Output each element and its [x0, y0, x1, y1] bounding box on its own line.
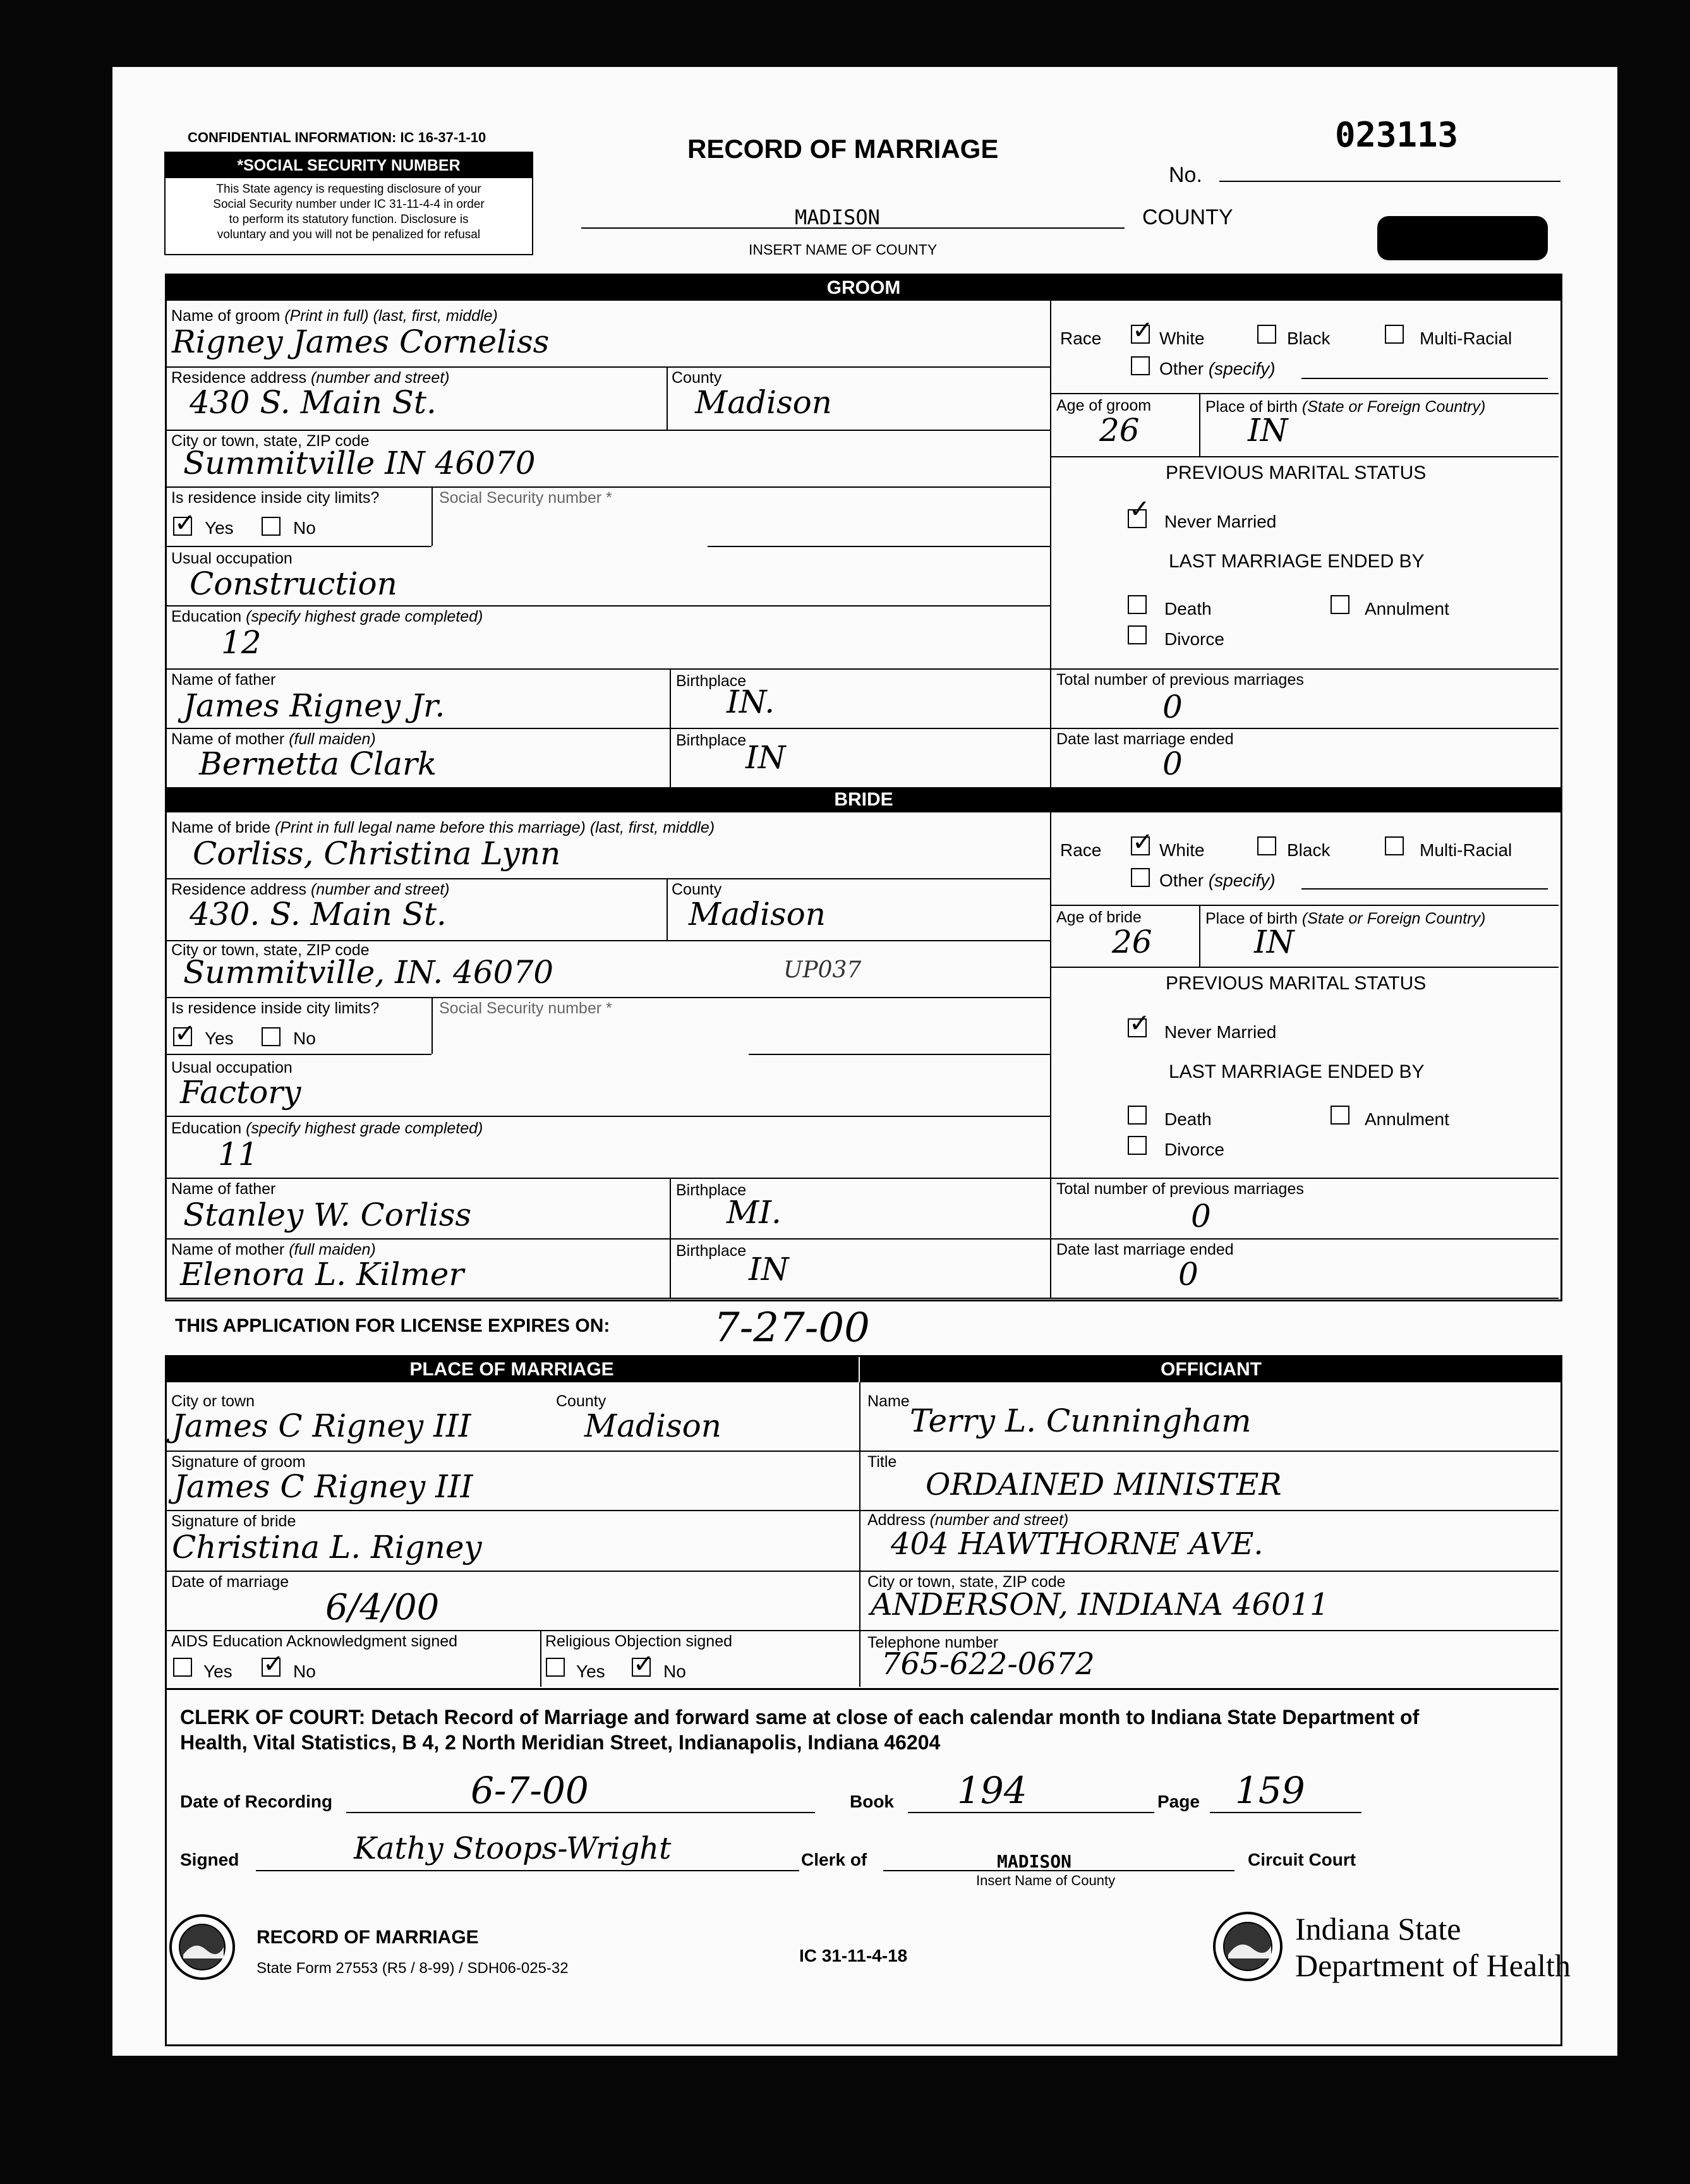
groom-occupation: Construction — [190, 565, 397, 602]
bride-residence-label: Residence address (number and street) — [171, 881, 450, 898]
bride-inside-yes-label: Yes — [205, 1029, 234, 1048]
bride-signature-label: Signature of bride — [171, 1512, 296, 1530]
bride-birth-place-label: Place of birth (State or Foreign Country) — [1205, 910, 1486, 927]
officiant-city: ANDERSON, INDIANA 46011 — [871, 1587, 1329, 1622]
groom-mother-birthplace: IN — [745, 739, 786, 776]
clerk-county: MADISON — [997, 1851, 1072, 1872]
groom-residence-label: Residence address (number and street) — [171, 369, 450, 387]
groom-divorce-checkbox[interactable] — [1128, 625, 1147, 644]
bride-date-last: 0 — [1178, 1256, 1198, 1293]
bride-occupation: Factory — [180, 1074, 301, 1111]
bride-mother-birthplace-label: Birthplace — [676, 1242, 747, 1260]
groom-race-black-checkbox[interactable] — [1257, 325, 1276, 344]
bride-race-other-checkbox[interactable] — [1131, 868, 1150, 887]
groom-county-label: County — [672, 369, 722, 387]
officiant-phone-label: Telephone number — [867, 1634, 999, 1651]
bride-name: Corliss, Christina Lynn — [193, 835, 561, 872]
groom-address: 430 S. Main St. — [190, 384, 437, 421]
groom-birth-place-label: Place of birth (State or Foreign Country) — [1205, 398, 1486, 416]
bride-total-prev: 0 — [1191, 1198, 1211, 1234]
groom-mother: Bernetta Clark — [199, 745, 437, 782]
groom-signature-label: Signature of groom — [171, 1453, 306, 1471]
groom-birth-place: IN — [1248, 412, 1288, 449]
aids-ack-label: AIDS Education Acknowledgment signed — [171, 1632, 458, 1650]
officiant-name: Terry L. Cunningham — [910, 1403, 1252, 1439]
bride-total-prev-label: Total number of previous marriages — [1056, 1180, 1304, 1198]
bride-name-label: Name of bride (Print in full legal name before this marriage) (last, first, middle) — [171, 819, 715, 836]
bride-ssn-label: Social Security number * — [439, 999, 612, 1017]
bride-annulment-label: Annulment — [1365, 1109, 1449, 1129]
bride-signature: Christina L. Rigney — [172, 1529, 482, 1566]
footer-code: IC 31-11-4-18 — [799, 1946, 908, 1965]
groom-name: Rigney James Corneliss — [172, 323, 550, 360]
signed-label: Signed — [180, 1850, 239, 1869]
groom-county: Madison — [695, 384, 832, 421]
bride-annulment-checkbox[interactable] — [1331, 1106, 1349, 1125]
groom-death-checkbox[interactable] — [1128, 595, 1147, 614]
groom-never-married-label: Never Married — [1164, 512, 1277, 531]
bride-death-label: Death — [1164, 1109, 1212, 1129]
bride-education-label: Education (specify highest grade completed) — [171, 1119, 483, 1137]
number-label: No. — [1169, 163, 1202, 187]
groom-education-label: Education (specify highest grade completed) — [171, 608, 483, 625]
groom-city-label: City or town, state, ZIP code — [171, 432, 370, 450]
bride-never-married-label: Never Married — [1164, 1022, 1277, 1042]
check-mark-icon: ✓ — [1132, 316, 1154, 345]
marriage-date: 6/4/00 — [325, 1587, 440, 1628]
check-mark-icon: ✓ — [174, 1019, 196, 1048]
groom-inside-limits-label: Is residence inside city limits? — [171, 489, 380, 507]
religious-yes-checkbox[interactable] — [546, 1658, 565, 1677]
groom-city: Summitville IN 46070 — [183, 445, 536, 481]
check-mark-icon: ✓ — [263, 1650, 284, 1679]
number-line — [1219, 181, 1560, 182]
footer-title: RECORD OF MARRIAGE — [257, 1927, 479, 1948]
ssn-notice-box — [164, 152, 533, 255]
bride-death-checkbox[interactable] — [1128, 1106, 1147, 1125]
check-mark-icon: ✓ — [1132, 828, 1154, 857]
clerk-instruction: CLERK OF COURT: Detach Record of Marriage and forward same at close of each calendar month to Indiana State Department of — [180, 1706, 1420, 1728]
ssn-notice-line: This State agency is requesting disclosure of your — [216, 183, 481, 196]
groom-race-white-label: White — [1159, 329, 1205, 348]
bride-birth-place: IN — [1254, 924, 1295, 960]
bride-city: Summitville, IN. 46070 — [183, 954, 554, 991]
officiant-title-label: Title — [867, 1453, 897, 1471]
groom-inside-yes-label: Yes — [205, 518, 234, 538]
bride-divorce-label: Divorce — [1164, 1140, 1224, 1159]
agency-name-line-1: Indiana State — [1295, 1911, 1461, 1946]
bride-city-label: City or town, state, ZIP code — [171, 941, 370, 959]
bride-father-birthplace-label: Birthplace — [676, 1181, 747, 1199]
clerk-county-hint: Insert Name of County — [976, 1873, 1116, 1888]
religious-objection-label: Religious Objection signed — [545, 1632, 733, 1650]
groom-mother-birthplace-label: Birthplace — [676, 732, 747, 749]
groom-annulment-checkbox[interactable] — [1331, 595, 1349, 614]
bride-education: 11 — [218, 1136, 258, 1173]
aids-yes-checkbox[interactable] — [173, 1658, 192, 1677]
footer-form-number: State Form 27553 (R5 / 8-99) / SDH06-025-32 — [257, 1960, 569, 1977]
form-title: RECORD OF MARRIAGE — [687, 134, 999, 164]
bride-race-white-label: White — [1159, 840, 1205, 860]
check-mark-icon: ✓ — [1129, 495, 1150, 524]
officiant-address-label: Address (number and street) — [867, 1511, 1069, 1529]
bride-inside-no-label: No — [293, 1029, 316, 1048]
county-line — [581, 227, 1125, 229]
page-number: 159 — [1235, 1769, 1305, 1812]
religious-no-label: No — [663, 1662, 686, 1681]
groom-total-prev-label: Total number of previous marriages — [1056, 671, 1304, 689]
groom-signature: James C Rigney III — [174, 1468, 473, 1505]
bride-column-divider — [1050, 812, 1051, 1299]
bride-last-ended-heading: LAST MARRIAGE ENDED BY — [1169, 1061, 1425, 1082]
groom-annulment-label: Annulment — [1365, 599, 1449, 618]
place-county-value: Madison — [584, 1408, 721, 1444]
place-section-header: PLACE OF MARRIAGE — [165, 1357, 859, 1382]
bride-mother-birthplace: IN — [749, 1251, 789, 1288]
bride-race-black-label: Black — [1287, 840, 1331, 860]
clerk-instruction-2: Health, Vital Statistics, B 4, 2 North Meridian Street, Indianapolis, Indiana 46204 — [180, 1731, 941, 1754]
bride-father-label: Name of father — [171, 1180, 276, 1198]
officiant-phone: 765-622-0672 — [881, 1646, 1095, 1682]
bride-address: 430. S. Main St. — [190, 896, 447, 932]
groom-column-divider — [1050, 301, 1051, 787]
groom-inside-no-label: No — [293, 518, 316, 538]
county-label: COUNTY — [1142, 205, 1233, 229]
recording-date: 6-7-00 — [471, 1769, 589, 1812]
groom-mother-label: Name of mother (full maiden) — [171, 730, 376, 748]
bride-county: Madison — [689, 896, 826, 932]
bride-race-other-label: Other (specify) — [1159, 871, 1276, 890]
groom-father-birthplace-label: Birthplace — [676, 672, 747, 690]
place-county-label: County — [556, 1392, 607, 1410]
ssn-notice-line: Social Security number under IC 31-11-4-4 in order — [213, 198, 485, 211]
bride-age-label: Age of bride — [1056, 908, 1142, 926]
state-seal-icon — [169, 1914, 235, 1980]
ssn-notice-line: to perform its statutory function. Disclosure is — [229, 213, 469, 226]
groom-inside-no-checkbox[interactable] — [262, 517, 281, 536]
groom-occupation-label: Usual occupation — [171, 550, 293, 567]
book-number: 194 — [957, 1769, 1027, 1812]
groom-race-other-label: Other (specify) — [1159, 359, 1276, 378]
agency-name-line-2: Department of Health — [1295, 1948, 1571, 1983]
confidential-notice: CONFIDENTIAL INFORMATION: IC 16-37-1-10 — [188, 130, 486, 145]
groom-name-label: Name of groom (Print in full) (last, first, middle) — [171, 307, 498, 325]
ssn-notice-title: *SOCIAL SECURITY NUMBER — [166, 153, 532, 178]
groom-father-label: Name of father — [171, 671, 276, 689]
place-city-label: City or town — [171, 1392, 255, 1410]
groom-education: 12 — [221, 624, 262, 661]
license-expiry-date: 7-27-00 — [714, 1305, 870, 1351]
license-expiry-label: THIS APPLICATION FOR LICENSE EXPIRES ON: — [175, 1315, 610, 1336]
bride-mother-label: Name of mother (full maiden) — [171, 1241, 376, 1258]
bride-county-label: County — [672, 881, 722, 898]
county-value: MADISON — [795, 205, 880, 229]
check-mark-icon: ✓ — [174, 509, 196, 538]
marriage-date-label: Date of marriage — [171, 1573, 289, 1591]
clerk-of-label: Clerk of — [801, 1850, 867, 1869]
redaction-block — [1377, 216, 1548, 260]
bride-section-header: BRIDE — [165, 787, 1562, 812]
groom-ssn-label: Social Security number * — [439, 489, 612, 507]
groom-date-last-label: Date last marriage ended — [1056, 730, 1234, 748]
groom-age-label: Age of groom — [1056, 397, 1152, 414]
groom-race-multi-label: Multi-Racial — [1420, 329, 1512, 348]
bride-inside-limits-label: Is residence inside city limits? — [171, 999, 380, 1017]
groom-race-multi-checkbox[interactable] — [1385, 325, 1404, 344]
check-mark-icon: ✓ — [633, 1650, 655, 1679]
ssn-notice-line: voluntary and you will not be penalized for refusal — [217, 228, 481, 241]
officiant-section-header: OFFICIANT — [860, 1357, 1562, 1382]
bride-age: 26 — [1112, 924, 1152, 960]
bride-date-last-label: Date last marriage ended — [1056, 1241, 1234, 1258]
check-mark-icon: ✓ — [1129, 1009, 1150, 1038]
officiant-name-label: Name — [867, 1392, 910, 1410]
bride-race-black-checkbox[interactable] — [1257, 836, 1276, 855]
bride-inside-no-checkbox[interactable] — [262, 1027, 281, 1046]
bride-mother: Elenora L. Kilmer — [180, 1256, 464, 1293]
groom-father: James Rigney Jr. — [183, 687, 445, 724]
groom-race-other-checkbox[interactable] — [1131, 356, 1150, 375]
groom-age: 26 — [1099, 412, 1140, 449]
officiant-title: ORDAINED MINISTER — [926, 1467, 1282, 1502]
officiant-city-label: City or town, state, ZIP code — [867, 1573, 1066, 1591]
page-label: Page — [1157, 1792, 1200, 1811]
bride-race-multi-label: Multi-Racial — [1420, 840, 1512, 860]
recording-date-label: Date of Recording — [180, 1792, 333, 1811]
bride-occupation-label: Usual occupation — [171, 1059, 293, 1077]
health-department-seal-icon — [1213, 1912, 1283, 1981]
book-label: Book — [850, 1792, 894, 1811]
groom-total-prev: 0 — [1162, 689, 1183, 725]
groom-prev-status-heading: PREVIOUS MARITAL STATUS — [1166, 462, 1427, 483]
place-officiant-divider — [859, 1382, 860, 1687]
bride-divorce-checkbox[interactable] — [1128, 1136, 1147, 1155]
bride-father-birthplace: MI. — [727, 1194, 782, 1231]
bride-side-note: UP037 — [783, 957, 862, 983]
bride-prev-status-heading: PREVIOUS MARITAL STATUS — [1166, 973, 1427, 994]
religious-yes-label: Yes — [576, 1662, 605, 1681]
groom-last-ended-heading: LAST MARRIAGE ENDED BY — [1169, 551, 1425, 572]
bride-race-multi-checkbox[interactable] — [1385, 836, 1404, 855]
aids-yes-label: Yes — [203, 1662, 232, 1681]
clerk-signature: Kathy Stoops-Wright — [354, 1831, 672, 1866]
groom-date-last: 0 — [1162, 745, 1183, 782]
groom-father-birthplace: IN. — [727, 684, 775, 720]
groom-divorce-label: Divorce — [1164, 629, 1224, 649]
groom-section-header: GROOM — [165, 275, 1562, 301]
officiant-address: 404 HAWTHORNE AVE. — [891, 1526, 1264, 1562]
county-hint: INSERT NAME OF COUNTY — [749, 241, 938, 258]
bride-father: Stanley W. Corliss — [183, 1197, 472, 1233]
bride-race-label: Race — [1060, 840, 1102, 860]
record-number: 023113 — [1335, 115, 1459, 155]
groom-death-label: Death — [1164, 599, 1212, 618]
groom-race-label: Race — [1060, 329, 1102, 348]
circuit-court-label: Circuit Court — [1248, 1850, 1356, 1869]
place-city-value: James C Rigney III — [172, 1408, 471, 1444]
aids-no-label: No — [293, 1662, 316, 1681]
groom-race-black-label: Black — [1287, 329, 1331, 348]
